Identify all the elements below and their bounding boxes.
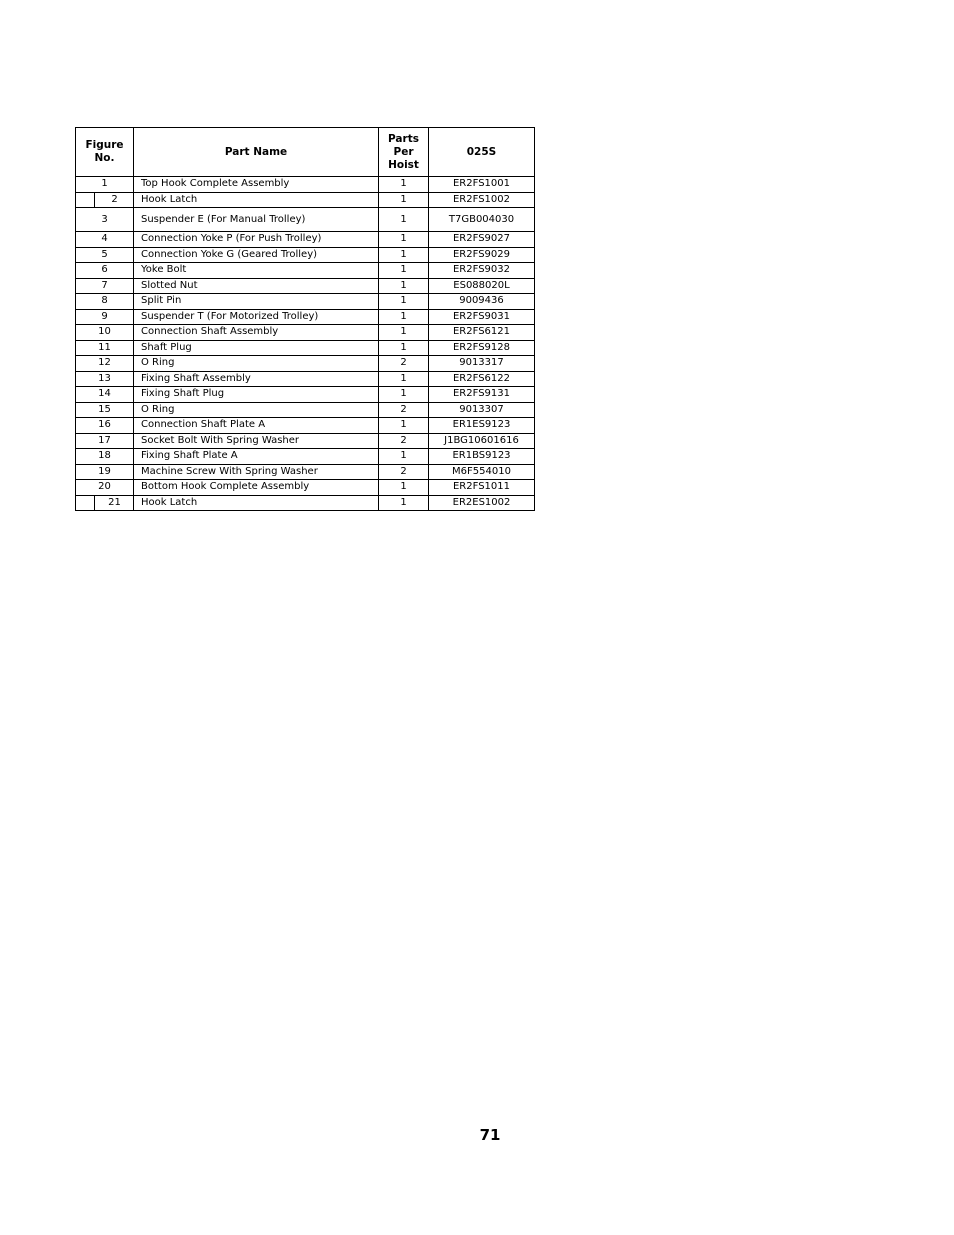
part-name-cell: Fixing Shaft Plug	[134, 387, 379, 403]
part-number-cell: ER2FS1011	[429, 480, 535, 496]
table-row	[76, 232, 535, 248]
qty-cell: 1	[379, 495, 429, 511]
part-name-cell: Fixing Shaft Assembly	[134, 371, 379, 387]
qty-cell: 1	[379, 371, 429, 387]
part-number-cell: ER1BS9123	[429, 449, 535, 465]
part-number-cell: ER2ES1002	[429, 495, 535, 511]
qty-cell: 1	[379, 325, 429, 341]
figure-no-cell: 3	[76, 208, 134, 232]
figure-no-cell: 20	[76, 480, 134, 496]
part-name-cell: Connection Shaft Plate A	[134, 418, 379, 434]
part-name-cell: Top Hook Complete Assembly	[134, 177, 379, 193]
figure-no-cell: 16	[76, 418, 134, 434]
part-number-cell: T7GB004030	[429, 208, 535, 232]
part-name-cell: Yoke Bolt	[134, 263, 379, 279]
part-number-cell: ER2FS6121	[429, 325, 535, 341]
part-number-cell: 9013307	[429, 402, 535, 418]
part-name-cell: Connection Yoke G (Geared Trolley)	[134, 247, 379, 263]
table-row	[76, 464, 535, 480]
qty-cell: 1	[379, 177, 429, 193]
part-number-cell: ES088020L	[429, 278, 535, 294]
figure-no-cell: 18	[76, 449, 134, 465]
figure-no-cell	[76, 495, 134, 511]
figure-no-cell: 1	[76, 177, 134, 193]
parts-per-hoist-header-line3: Hoist	[388, 158, 419, 171]
part-number-cell: 9009436	[429, 294, 535, 310]
figure-no-cell: 13	[76, 371, 134, 387]
part-number-cell: ER1ES9123	[429, 418, 535, 434]
part-number-cell: 9013317	[429, 356, 535, 372]
table-row	[76, 309, 535, 325]
table-row	[76, 449, 535, 465]
qty-cell: 1	[379, 263, 429, 279]
figure-no-cell: 9	[76, 309, 134, 325]
figure-no-cell: 15	[76, 402, 134, 418]
figure-no-cell: 17	[76, 433, 134, 449]
parts-table	[75, 127, 535, 511]
qty-cell: 1	[379, 449, 429, 465]
part-name-cell: Hook Latch	[134, 192, 379, 208]
figure-no-cell: 6	[76, 263, 134, 279]
part-name-cell: Suspender E (For Manual Trolley)	[134, 208, 379, 232]
page-number: 71	[479, 1126, 501, 1144]
sub-figure-no: 2	[94, 192, 134, 209]
table-row	[76, 208, 535, 232]
part-number-cell: J1BG10601616	[429, 433, 535, 449]
table-row	[76, 495, 535, 511]
figure-no-cell: 11	[76, 340, 134, 356]
figure-no-cell: 8	[76, 294, 134, 310]
table-row	[76, 263, 535, 279]
part-number-cell: ER2FS1002	[429, 192, 535, 208]
part-number-cell: M6F554010	[429, 464, 535, 480]
part-name-cell: O Ring	[134, 356, 379, 372]
qty-cell: 1	[379, 208, 429, 232]
table-row	[76, 177, 535, 193]
table-row	[76, 387, 535, 403]
part-name-cell: Connection Yoke P (For Push Trolley)	[134, 232, 379, 248]
figure-no-header-line1: Figure	[85, 139, 124, 151]
part-name-cell: Slotted Nut	[134, 278, 379, 294]
part-name-cell: Suspender T (For Motorized Trolley)	[134, 309, 379, 325]
parts-per-hoist-header-line2: Per	[393, 145, 414, 158]
part-number-cell: ER2FS9027	[429, 232, 535, 248]
part-name-cell: Fixing Shaft Plate A	[134, 449, 379, 465]
figure-no-cell: 12	[76, 356, 134, 372]
table-row	[76, 433, 535, 449]
table-row	[76, 371, 535, 387]
table-row	[76, 340, 535, 356]
table-row	[76, 480, 535, 496]
figure-no-header-line2: No.	[94, 152, 115, 164]
qty-cell: 2	[379, 356, 429, 372]
table-row	[76, 418, 535, 434]
part-number-cell: ER2FS9031	[429, 309, 535, 325]
table-row	[76, 356, 535, 372]
table-header-row	[76, 128, 535, 177]
table-row	[76, 278, 535, 294]
qty-cell: 1	[379, 278, 429, 294]
sub-figure-no: 21	[94, 495, 134, 512]
figure-no-cell: 7	[76, 278, 134, 294]
qty-cell: 1	[379, 309, 429, 325]
figure-no-cell	[76, 192, 134, 208]
figure-no-cell: 19	[76, 464, 134, 480]
part-number-cell: ER2FS9029	[429, 247, 535, 263]
model-header: 025S	[429, 128, 535, 177]
part-number-cell: ER2FS9128	[429, 340, 535, 356]
part-name-cell: Bottom Hook Complete Assembly	[134, 480, 379, 496]
qty-cell: 1	[379, 418, 429, 434]
qty-cell: 1	[379, 192, 429, 208]
part-name-header: Part Name	[134, 128, 379, 177]
table-row	[76, 294, 535, 310]
part-number-cell: ER2FS9131	[429, 387, 535, 403]
part-name-cell: O Ring	[134, 402, 379, 418]
table-row	[76, 325, 535, 341]
figure-no-cell: 4	[76, 232, 134, 248]
qty-cell: 2	[379, 433, 429, 449]
part-number-cell: ER2FS1001	[429, 177, 535, 193]
qty-cell: 1	[379, 247, 429, 263]
part-name-cell: Connection Shaft Assembly	[134, 325, 379, 341]
part-name-cell: Split Pin	[134, 294, 379, 310]
part-number-cell: ER2FS6122	[429, 371, 535, 387]
table-row	[76, 402, 535, 418]
qty-cell: 1	[379, 294, 429, 310]
figure-no-cell: 10	[76, 325, 134, 341]
qty-cell: 2	[379, 464, 429, 480]
part-name-cell: Shaft Plug	[134, 340, 379, 356]
qty-cell: 1	[379, 340, 429, 356]
part-name-cell: Machine Screw With Spring Washer	[134, 464, 379, 480]
table-row	[76, 192, 535, 208]
figure-no-cell: 5	[76, 247, 134, 263]
part-name-cell: Hook Latch	[134, 495, 379, 511]
qty-cell: 1	[379, 480, 429, 496]
part-name-cell: Socket Bolt With Spring Washer	[134, 433, 379, 449]
part-number-cell: ER2FS9032	[429, 263, 535, 279]
figure-no-cell: 14	[76, 387, 134, 403]
table-row	[76, 247, 535, 263]
qty-cell: 2	[379, 402, 429, 418]
qty-cell: 1	[379, 232, 429, 248]
parts-per-hoist-header-line1: Parts	[388, 132, 419, 145]
parts-per-hoist-header	[379, 128, 429, 177]
qty-cell: 1	[379, 387, 429, 403]
figure-no-header	[76, 128, 134, 177]
